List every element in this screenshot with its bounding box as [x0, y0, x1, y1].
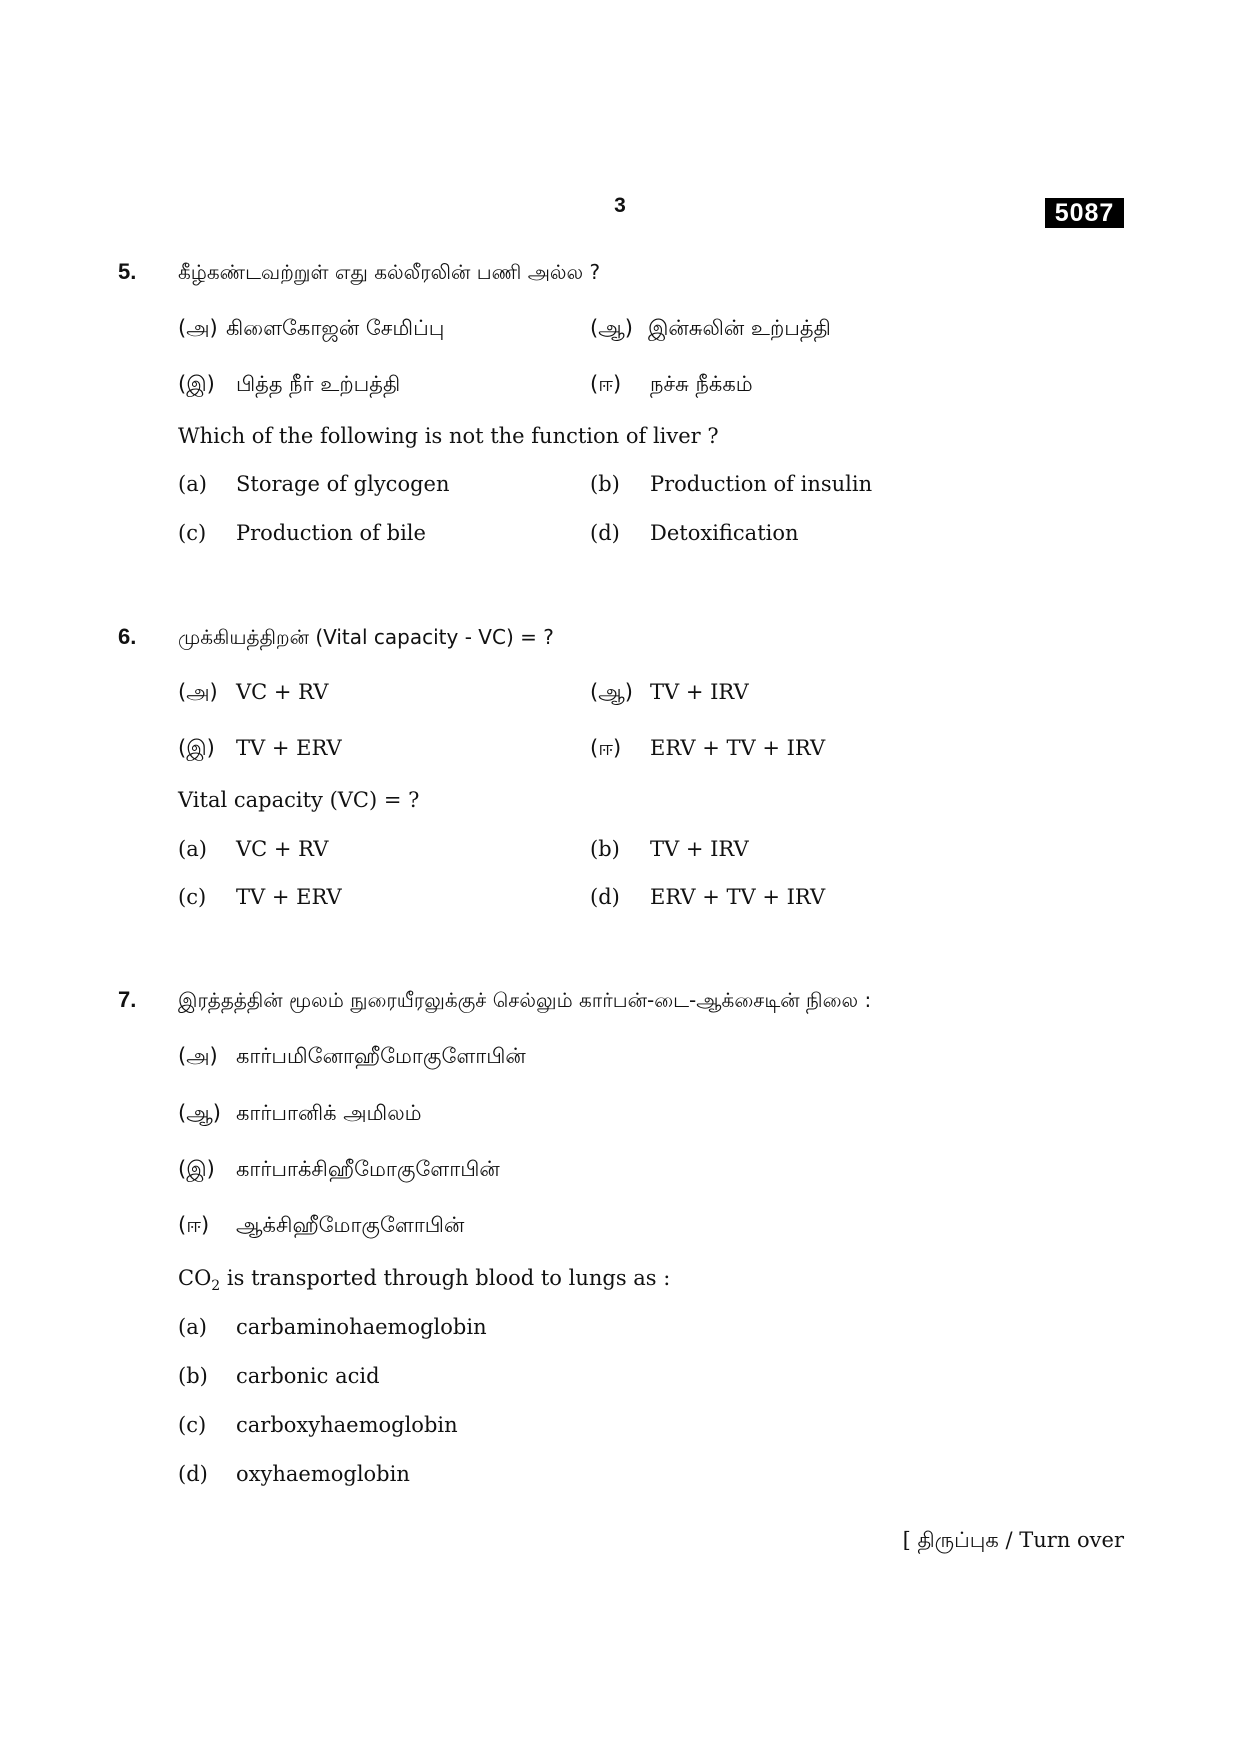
page-number: 3 [614, 194, 626, 217]
option-text: TV + IRV [650, 837, 749, 861]
option-label: (b) [178, 1364, 208, 1388]
option-text: கிளைகோஜன் சேமிப்பு [226, 316, 445, 340]
option-text: நச்சு நீக்கம் [650, 372, 753, 396]
question-text-english: Which of the following is not the function of liver ? [178, 424, 719, 448]
option-label: (இ) [178, 736, 215, 760]
option-label: (இ) [178, 372, 215, 396]
option-text: TV + ERV [236, 885, 342, 909]
option-text: carbonic acid [236, 1364, 380, 1388]
option-text: Production of insulin [650, 472, 873, 496]
question-text-tamil: முக்கியத்திறன் (Vital capacity - VC) = ? [178, 625, 554, 649]
option-label: (ஈ) [590, 372, 622, 396]
question-number: 5. [118, 259, 137, 284]
option-label: (ஈ) [590, 736, 622, 760]
turn-over-note: [ திருப்புக / Turn over [902, 1528, 1124, 1552]
option-text: VC + RV [236, 680, 329, 704]
option-text: carboxyhaemoglobin [236, 1413, 458, 1437]
option-text: carbaminohaemoglobin [236, 1315, 487, 1339]
option-label: (ஆ) [590, 680, 633, 704]
option-text: Storage of glycogen [236, 472, 450, 496]
option-text: Production of bile [236, 521, 426, 545]
question-number: 6. [118, 624, 137, 649]
paper-code-badge: 5087 [1045, 198, 1124, 228]
option-label: (அ) [178, 680, 218, 704]
option-text: பித்த நீர் உற்பத்தி [236, 372, 401, 396]
option-label: (ஆ) [178, 1101, 221, 1125]
option-label: (அ) [178, 316, 218, 340]
option-label: (d) [178, 1462, 208, 1486]
question-text-english: Vital capacity (VC) = ? [178, 788, 420, 812]
option-text: oxyhaemoglobin [236, 1462, 410, 1486]
option-label: (b) [590, 837, 620, 861]
option-text: ஆக்சிஹீமோகுளோபின் [236, 1213, 465, 1237]
question-text-english-rest: is transported through blood to lungs as : [220, 1266, 671, 1290]
option-text: ERV + TV + IRV [650, 736, 826, 760]
question-text-tamil: இரத்தத்தின் மூலம் நுரையீரலுக்குச் செல்லும் கார்பன்-டை-ஆக்சைடின் நிலை : [178, 988, 872, 1012]
option-label: (a) [178, 1315, 207, 1339]
option-label: (a) [178, 472, 207, 496]
option-text: ERV + TV + IRV [650, 885, 826, 909]
option-text: இன்சுலின் உற்பத்தி [648, 316, 831, 340]
option-text: TV + ERV [236, 736, 342, 760]
co2-subscript: 2 [211, 1278, 221, 1294]
option-text: VC + RV [236, 837, 329, 861]
option-label: (b) [590, 472, 620, 496]
option-text: கார்பானிக் அமிலம் [236, 1101, 422, 1125]
option-label: (ஈ) [178, 1213, 210, 1237]
option-label: (ஆ) [590, 316, 633, 340]
question-text-tamil: கீழ்கண்டவற்றுள் எது கல்லீரலின் பணி அல்ல ? [178, 260, 601, 284]
option-text: TV + IRV [650, 680, 749, 704]
question-text-english [178, 1264, 670, 1300]
option-label: (c) [178, 521, 207, 545]
option-text: கார்பாக்சிஹீமோகுளோபின் [236, 1157, 500, 1181]
co2-formula: CO [178, 1266, 212, 1290]
option-label: (இ) [178, 1157, 215, 1181]
option-label: (c) [178, 885, 207, 909]
option-label: (d) [590, 521, 620, 545]
option-text: Detoxification [650, 521, 799, 545]
option-label: (c) [178, 1413, 207, 1437]
option-label: (அ) [178, 1044, 218, 1068]
option-label: (d) [590, 885, 620, 909]
option-label: (a) [178, 837, 207, 861]
option-text: கார்பமினோஹீமோகுளோபின் [236, 1044, 526, 1068]
question-number: 7. [118, 987, 137, 1012]
